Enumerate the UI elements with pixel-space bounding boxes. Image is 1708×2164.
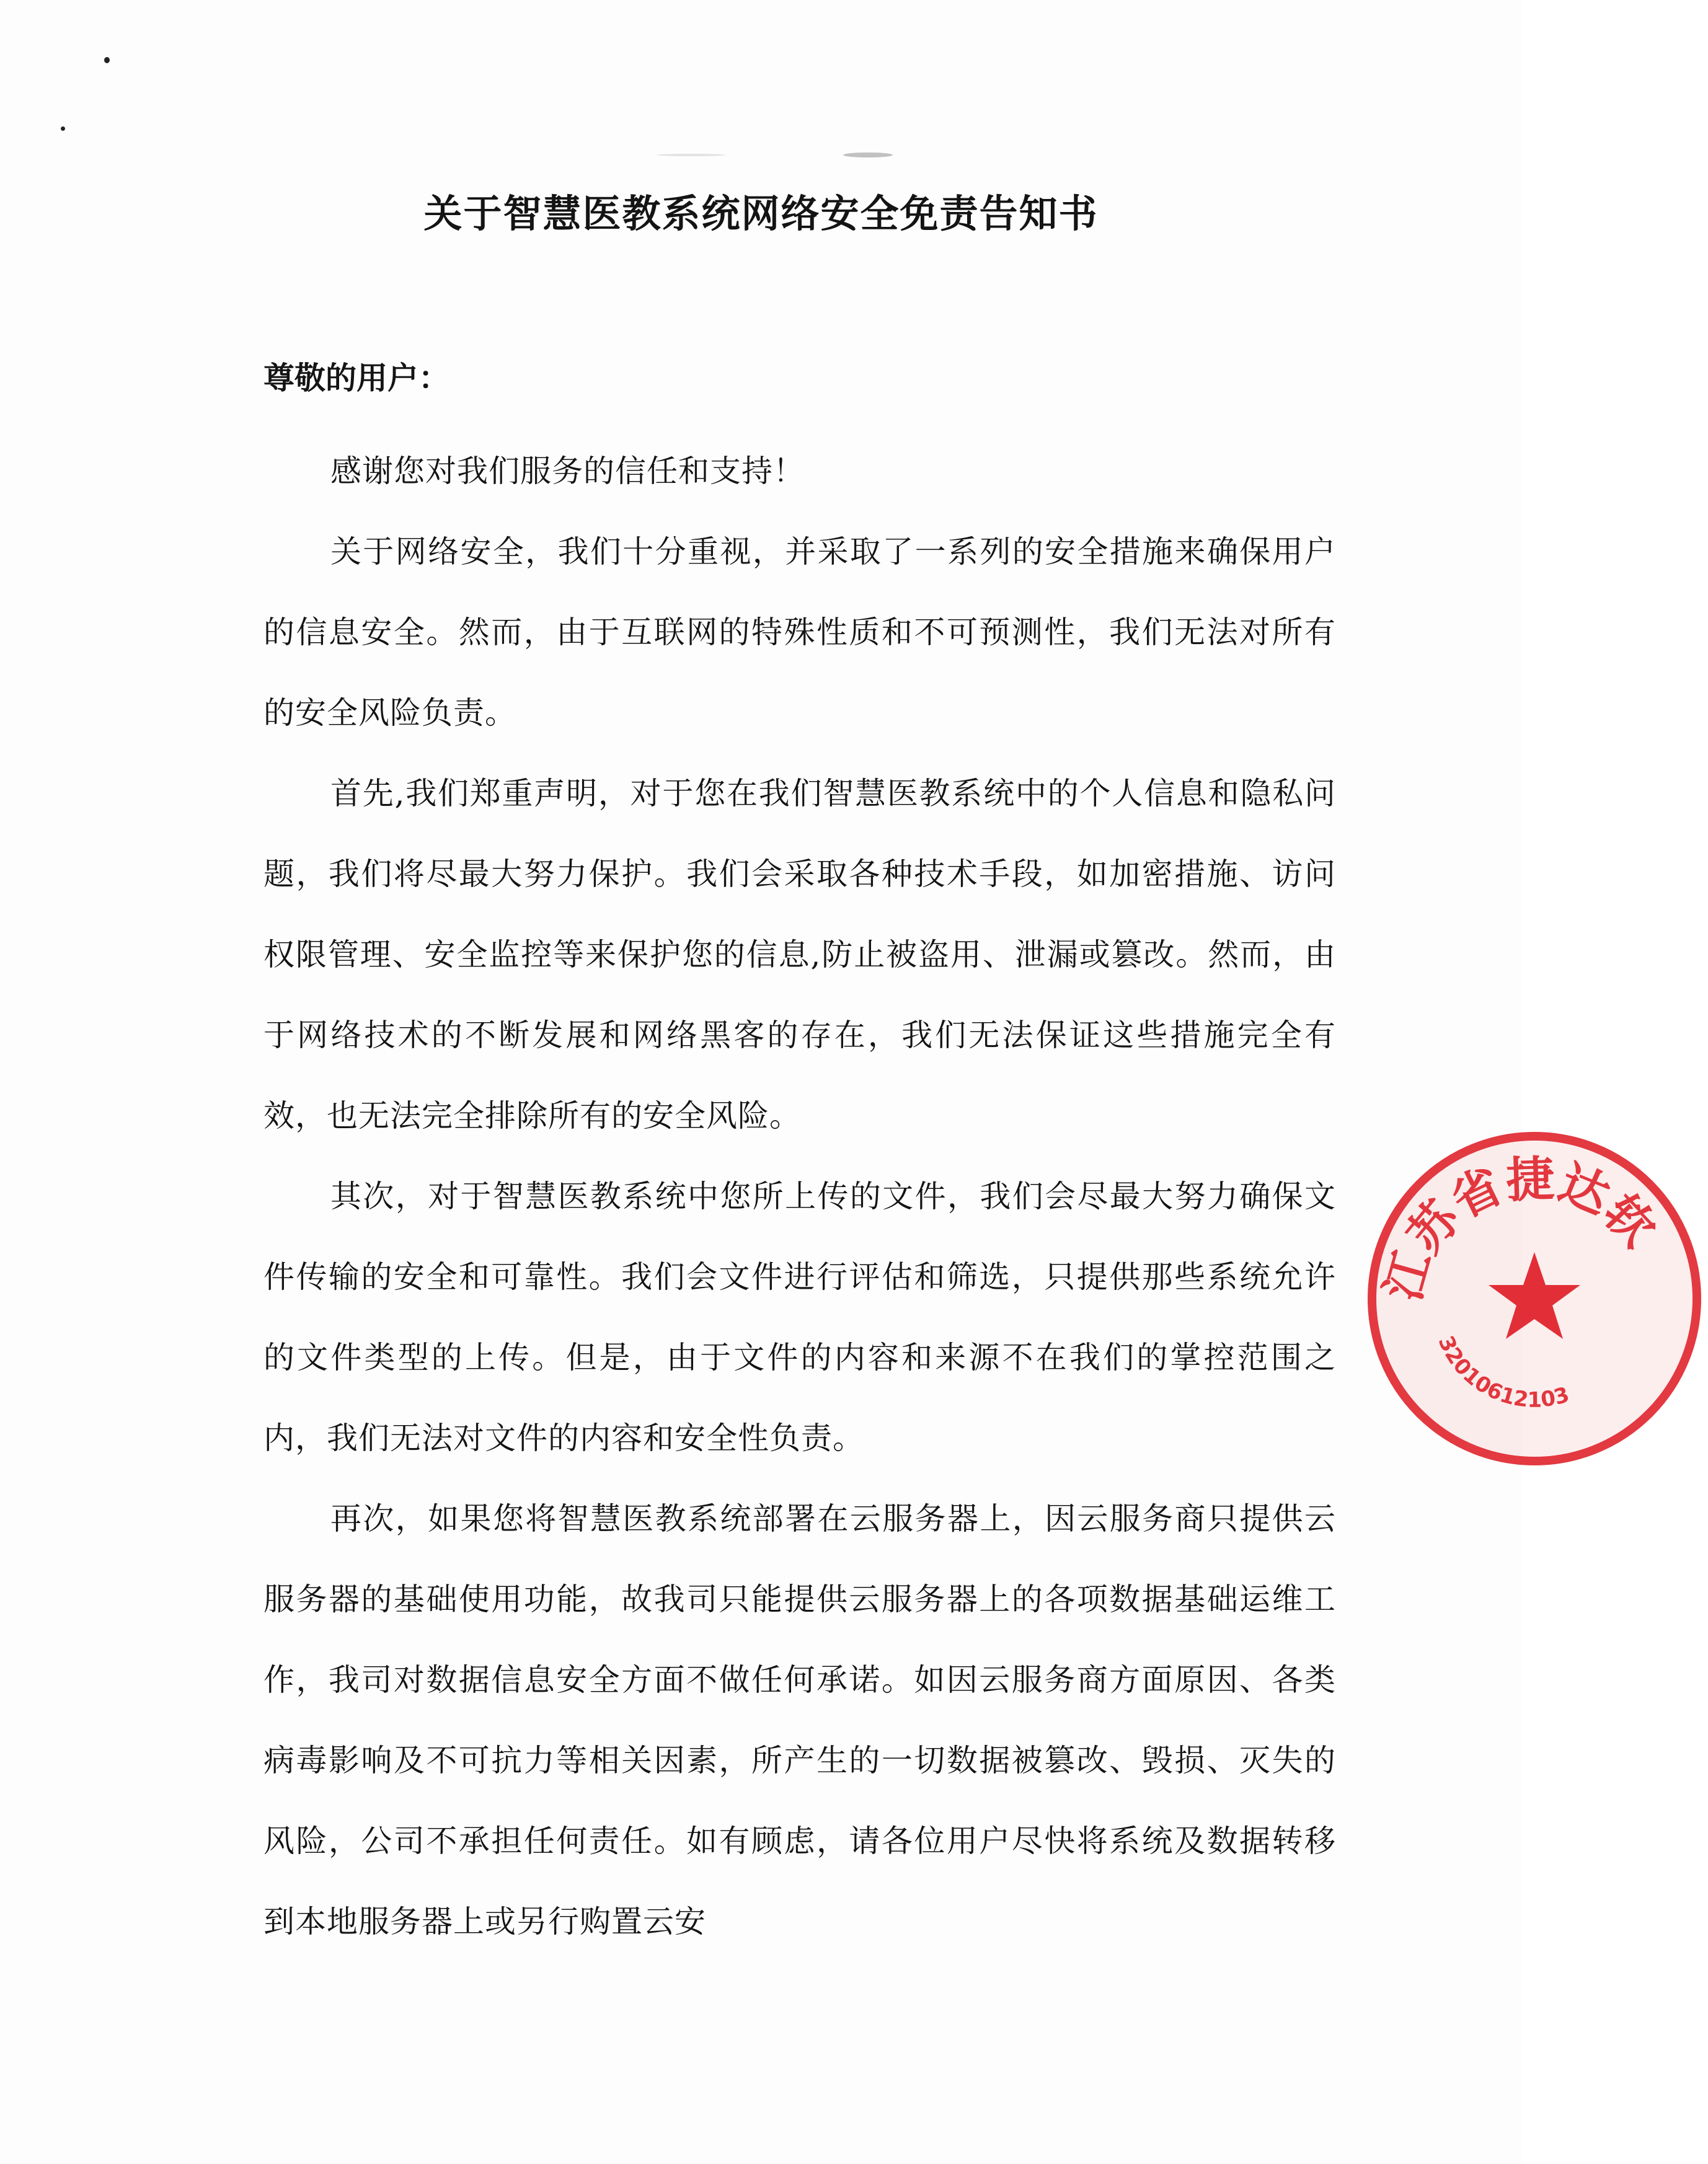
company-seal-stamp: [1361, 1125, 1708, 1472]
scan-speck: [61, 126, 65, 131]
salutation: 尊敬的用户：: [263, 360, 449, 396]
document-body: [263, 431, 1336, 1962]
paragraph: 感谢您对我们服务的信任和支持！: [330, 453, 805, 489]
seal-company-text-path: 江苏省捷达软: [1374, 1150, 1667, 1307]
scan-smudge: [657, 154, 725, 156]
scan-smudge: [843, 152, 893, 157]
seal-registration-number-path: 32010612103: [1433, 1332, 1572, 1413]
document-title: 关于智慧医教系统网络安全免责告知书: [423, 191, 1099, 236]
paragraph: 再次，如果您将智慧医教系统部署在云服务器上，因云服务商只提供云服务器的基础使用功能，故我司只能提供云服务器上的各项数据基础运维工作，我司对数据信息安全方面不做任何承诺。如因云服务商方面原因、各类病毒影响及不可抗力等相关因素，所产生的一切数据被篡改、毁损、灭失的风险，公司不承担任何责任。如有顾虑，请各位用户尽快将系统及数据转移到本地服务器上或另行购置云安: [263, 1501, 1336, 1940]
paragraph: 首先,我们郑重声明，对于您在我们智慧医教系统中的个人信息和隐私问题，我们将尽最大努力保护。我们会采取各种技术手段，如加密措施、访问权限管理、安全监控等来保护您的信息,防止被盗用、泄漏或篡改。然而，由于网络技术的不断发展和网络黑客的存在，我们无法保证这些措施完全有效，也无法完全排除所有的安全风险。: [263, 775, 1336, 1134]
paragraph: 关于网络安全，我们十分重视，并采取了一系列的安全措施来确保用户的信息安全。然而，由于互联网的特殊性质和不可预测性，我们无法对所有的安全风险负责。: [263, 534, 1336, 731]
paragraph: 其次，对于智慧医教系统中您所上传的文件，我们会尽最大努力确保文件传输的安全和可靠性。我们会文件进行评估和筛选，只提供那些系统允许的文件类型的上传。但是，由于文件的内容和来源不在我们的掌控范围之内，我们无法对文件的内容和安全性负责。: [263, 1178, 1336, 1456]
scan-speck: [104, 57, 110, 63]
